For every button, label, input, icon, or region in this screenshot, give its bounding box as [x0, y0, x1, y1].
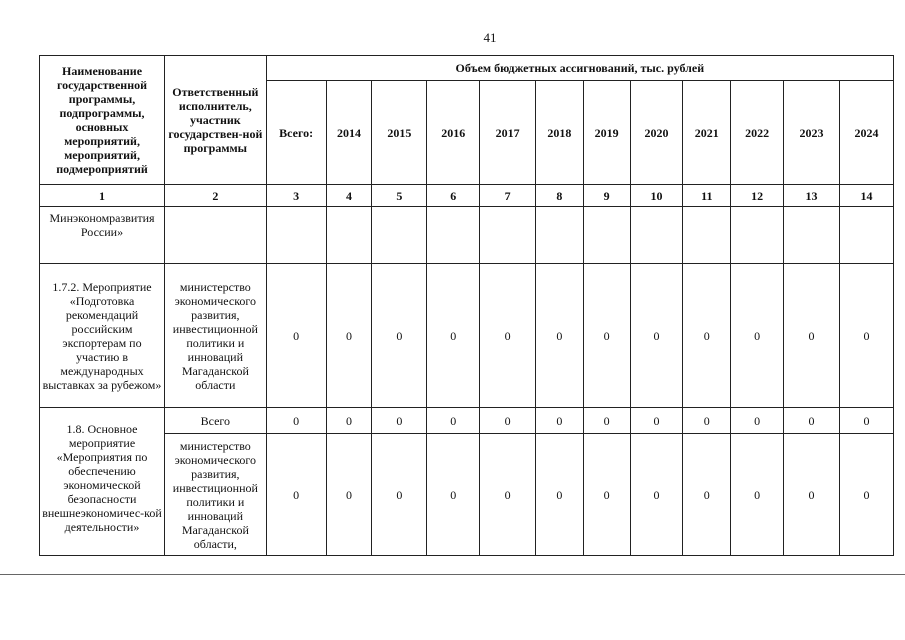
- value-cell: 0: [326, 264, 372, 408]
- header-executor: Ответственный исполнитель, участник государствен-ной программы: [165, 56, 267, 185]
- table-row: [40, 264, 894, 408]
- header-year: 2016: [427, 81, 480, 185]
- value-cell: 0: [427, 434, 480, 556]
- header-year: 2024: [839, 81, 893, 185]
- value-cell: [784, 207, 840, 264]
- value-cell: 0: [630, 264, 683, 408]
- header-year: 2014: [326, 81, 372, 185]
- value-cell: 0: [372, 264, 427, 408]
- header-row-1: [40, 56, 894, 81]
- value-cell: [731, 207, 784, 264]
- value-cell: 0: [583, 264, 630, 408]
- value-cell: 0: [839, 264, 893, 408]
- header-year: 2017: [480, 81, 536, 185]
- page-number: 41: [483, 30, 497, 45]
- value-cell: 0: [480, 264, 536, 408]
- value-cell: 0: [427, 264, 480, 408]
- column-number: 4: [326, 185, 372, 207]
- header-year: 2022: [731, 81, 784, 185]
- header-year: 2015: [372, 81, 427, 185]
- value-cell: 0: [683, 408, 731, 434]
- header-total: Всего:: [266, 81, 326, 185]
- value-cell: 0: [784, 264, 840, 408]
- header-allocations: Объем бюджетных ассигнований, тыс. рублей: [266, 56, 893, 81]
- value-cell: 0: [480, 408, 536, 434]
- column-number: 10: [630, 185, 683, 207]
- column-number: 9: [583, 185, 630, 207]
- column-number: 13: [784, 185, 840, 207]
- table-row: [40, 207, 894, 264]
- value-cell: 0: [266, 408, 326, 434]
- header-year: 2020: [630, 81, 683, 185]
- header-year: 2023: [784, 81, 840, 185]
- value-cell: [326, 207, 372, 264]
- value-cell: 0: [630, 434, 683, 556]
- column-number: 1: [40, 185, 165, 207]
- value-cell: 0: [427, 408, 480, 434]
- value-cell: [630, 207, 683, 264]
- value-cell: 0: [266, 264, 326, 408]
- executor-cell: Всего: [165, 408, 267, 434]
- program-name-cell: Минэкономразвития России»: [40, 207, 165, 264]
- header-program-name: Наименование государственной программы, подпрограммы, основных мероприятий, мероприятий, подмероприятий: [40, 56, 165, 185]
- column-number: 11: [683, 185, 731, 207]
- column-number: 8: [536, 185, 584, 207]
- executor-cell: министерство экономического развития, инвестиционной политики и инноваций Магаданской области: [165, 264, 267, 408]
- value-cell: 0: [326, 434, 372, 556]
- value-cell: [536, 207, 584, 264]
- column-number: 7: [480, 185, 536, 207]
- value-cell: 0: [536, 264, 584, 408]
- value-cell: 0: [372, 434, 427, 556]
- value-cell: [266, 207, 326, 264]
- program-name-cell: 1.8. Основное мероприятие «Мероприятия по обеспечению экономической безопасности внешнеэкономичес-кой деятельности»: [40, 408, 165, 556]
- value-cell: 0: [326, 408, 372, 434]
- value-cell: [683, 207, 731, 264]
- executor-cell: министерство экономического развития, инвестиционной политики и инноваций Магаданской области,: [165, 434, 267, 556]
- value-cell: 0: [630, 408, 683, 434]
- page-bottom-rule: [0, 574, 905, 575]
- column-number: 6: [427, 185, 480, 207]
- value-cell: 0: [731, 434, 784, 556]
- value-cell: 0: [480, 434, 536, 556]
- column-number: 12: [731, 185, 784, 207]
- program-name-cell: 1.7.2. Мероприятие «Подготовка рекомендаций российским экспортерам по участию в международных выставках за рубежом»: [40, 264, 165, 408]
- value-cell: 0: [372, 408, 427, 434]
- column-number: 5: [372, 185, 427, 207]
- column-number: 14: [839, 185, 893, 207]
- header-year: 2018: [536, 81, 584, 185]
- column-number: 2: [165, 185, 267, 207]
- value-cell: 0: [784, 434, 840, 556]
- executor-cell: [165, 207, 267, 264]
- value-cell: [583, 207, 630, 264]
- value-cell: [480, 207, 536, 264]
- value-cell: 0: [683, 264, 731, 408]
- value-cell: 0: [839, 408, 893, 434]
- value-cell: 0: [731, 264, 784, 408]
- value-cell: 0: [784, 408, 840, 434]
- value-cell: 0: [583, 408, 630, 434]
- budget-table: [39, 55, 894, 556]
- column-number-row: [40, 185, 894, 207]
- header-year: 2021: [683, 81, 731, 185]
- header-year: 2019: [583, 81, 630, 185]
- value-cell: 0: [839, 434, 893, 556]
- value-cell: 0: [683, 434, 731, 556]
- value-cell: 0: [266, 434, 326, 556]
- value-cell: 0: [583, 434, 630, 556]
- value-cell: [372, 207, 427, 264]
- value-cell: 0: [536, 434, 584, 556]
- value-cell: [427, 207, 480, 264]
- value-cell: [839, 207, 893, 264]
- column-number: 3: [266, 185, 326, 207]
- value-cell: 0: [536, 408, 584, 434]
- table-row: [40, 434, 894, 556]
- value-cell: 0: [731, 408, 784, 434]
- table-row: [40, 408, 894, 434]
